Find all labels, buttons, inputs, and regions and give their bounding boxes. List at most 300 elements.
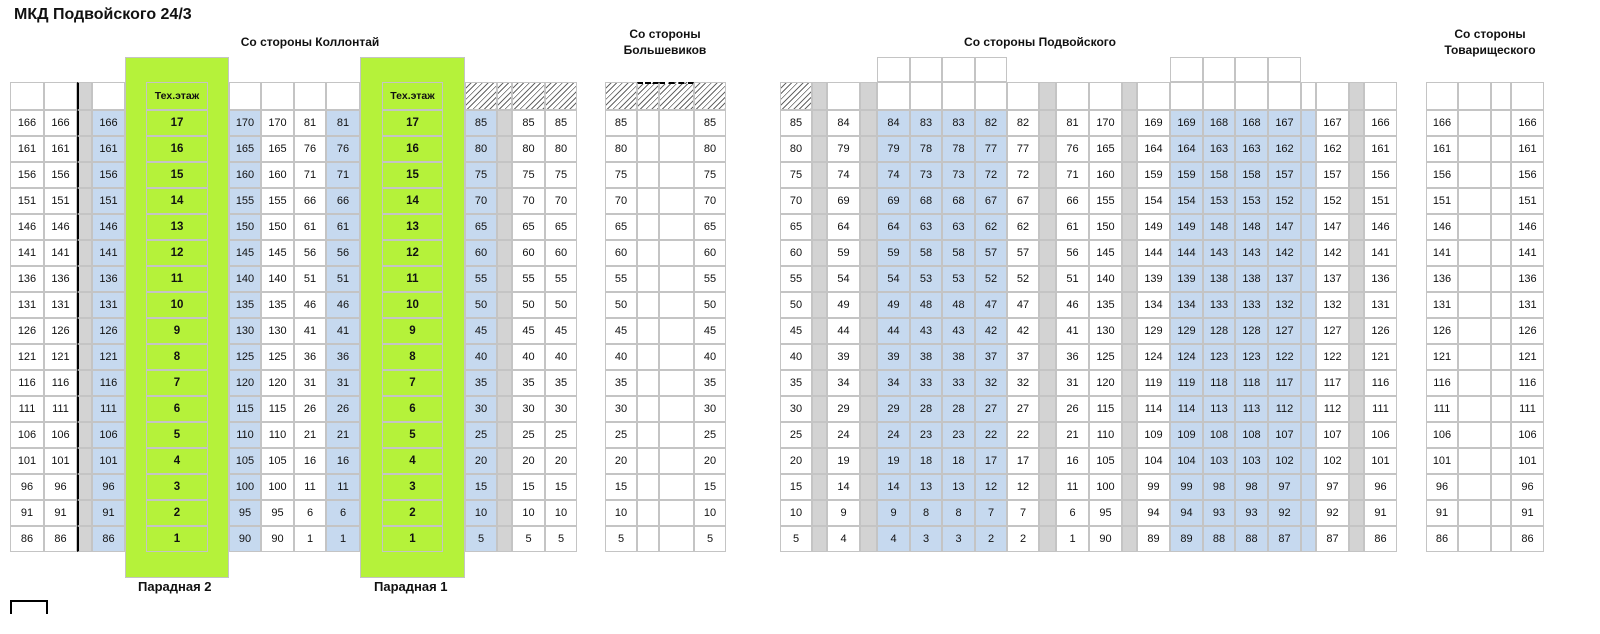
shaft-cell: [497, 422, 512, 448]
shaft-cell: [77, 474, 92, 500]
floor-number: 2: [382, 500, 443, 526]
apartment-cell: 29: [827, 396, 860, 422]
shaft-cell: [1349, 474, 1364, 500]
apartment-cell: 73: [942, 162, 975, 188]
apartment-cell: 132: [1316, 292, 1349, 318]
shaft-cell: [860, 500, 877, 526]
header-cell: [1007, 82, 1039, 110]
header-bolshevikov: [605, 26, 725, 58]
apartment-cell: 61: [326, 214, 360, 240]
apartment-cell: 40: [465, 344, 497, 370]
apartment-cell: 121: [92, 344, 125, 370]
shaft-cell: [77, 240, 92, 266]
apartment-cell: [1458, 500, 1491, 526]
apartment-cell: 5: [545, 526, 577, 552]
header-cell: [1235, 57, 1268, 82]
apartment-cell: 68: [942, 188, 975, 214]
shaft-cell: [497, 474, 512, 500]
header-cell: [860, 82, 877, 110]
apartment-cell: 145: [229, 240, 261, 266]
apartment-cell: 101: [44, 448, 77, 474]
apartment-cell: 159: [1170, 162, 1203, 188]
apartment-cell: 15: [780, 474, 812, 500]
shaft-cell: [1349, 500, 1364, 526]
shaft-cell: [1039, 266, 1056, 292]
apartment-cell: 170: [229, 110, 261, 136]
shaft-cell: [1349, 396, 1364, 422]
apartment-cell: 67: [1007, 188, 1039, 214]
apartment-cell: 35: [545, 370, 577, 396]
apartment-cell: 96: [1426, 474, 1458, 500]
apartment-cell: 111: [1364, 396, 1397, 422]
shaft-cell: [1039, 292, 1056, 318]
apartment-cell: 25: [465, 422, 497, 448]
apartment-cell: 32: [975, 370, 1007, 396]
apartment-cell: [1491, 162, 1511, 188]
apartment-cell: 122: [1268, 344, 1301, 370]
apartment-cell: 40: [780, 344, 812, 370]
apartment-cell: [1491, 474, 1511, 500]
apartment-cell: 106: [44, 422, 77, 448]
floor-number: 8: [382, 344, 443, 370]
shaft-cell: [1039, 214, 1056, 240]
shaft-cell: [1039, 240, 1056, 266]
apartment-cell: 130: [1089, 318, 1122, 344]
apartment-cell: [1458, 292, 1491, 318]
apartment-cell: 17: [1007, 448, 1039, 474]
apartment-cell: 1: [326, 526, 360, 552]
shaft-cell: [1122, 214, 1137, 240]
shaft-cell: [497, 110, 512, 136]
floor-number: 3: [146, 474, 208, 500]
floor-number: 12: [146, 240, 208, 266]
apartment-cell: 157: [1316, 162, 1349, 188]
apartment-cell: 136: [1511, 266, 1544, 292]
apartment-cell: 77: [1007, 136, 1039, 162]
shaft-cell: [497, 136, 512, 162]
apartment-cell: 155: [229, 188, 261, 214]
apartment-cell: 101: [92, 448, 125, 474]
header-tovarish-line2: Товарищеского: [1444, 43, 1536, 57]
apartment-cell: 14: [827, 474, 860, 500]
header-cell: [877, 82, 910, 110]
header-cell: [1089, 82, 1122, 110]
apartment-cell: 135: [1089, 292, 1122, 318]
apartment-cell: 8: [910, 500, 942, 526]
apartment-cell: 35: [465, 370, 497, 396]
apartment-cell: [1458, 422, 1491, 448]
apartment-cell: 146: [44, 214, 77, 240]
floor-number: 2: [146, 500, 208, 526]
apartment-cell: 137: [1268, 266, 1301, 292]
shaft-cell: [1122, 188, 1137, 214]
apartment-cell: 125: [1089, 344, 1122, 370]
apartment-cell: 158: [1203, 162, 1235, 188]
apartment-cell: 24: [827, 422, 860, 448]
apartment-cell: 26: [1056, 396, 1089, 422]
apartment-cell: 159: [1137, 162, 1170, 188]
shaft-cell: [77, 448, 92, 474]
apartment-cell: 150: [229, 214, 261, 240]
shaft-cell: [860, 188, 877, 214]
apartment-cell: 156: [1511, 162, 1544, 188]
apartment-cell: 116: [92, 370, 125, 396]
apartment-cell: 154: [1137, 188, 1170, 214]
apartment-cell: [659, 162, 694, 188]
apartment-cell: 146: [1426, 214, 1458, 240]
apartment-cell: 161: [44, 136, 77, 162]
floor-number: 14: [146, 188, 208, 214]
apartment-cell: [1458, 448, 1491, 474]
apartment-cell: 43: [942, 318, 975, 344]
shaft-cell: [497, 448, 512, 474]
apartment-cell: [637, 110, 659, 136]
apartment-cell: 101: [1364, 448, 1397, 474]
apartment-cell: 144: [1170, 240, 1203, 266]
shaft-cell: [812, 110, 827, 136]
apartment-cell: 133: [1203, 292, 1235, 318]
shaft-cell: [1122, 396, 1137, 422]
apartment-cell: [659, 136, 694, 162]
apartment-cell: 22: [975, 422, 1007, 448]
floor-number: 1: [146, 526, 208, 552]
apartment-cell: 102: [1268, 448, 1301, 474]
apartment-cell: 78: [910, 136, 942, 162]
apartment-cell: 25: [545, 422, 577, 448]
apartment-cell: 90: [1089, 526, 1122, 552]
shaft-cell: [1039, 110, 1056, 136]
apartment-cell: [1458, 136, 1491, 162]
apartment-cell: 141: [1511, 240, 1544, 266]
apartment-cell: 59: [827, 240, 860, 266]
apartment-cell: 60: [780, 240, 812, 266]
floor-number: 16: [382, 136, 443, 162]
apartment-cell: [1491, 448, 1511, 474]
apartment-cell: 167: [1316, 110, 1349, 136]
apartment-cell: 49: [877, 292, 910, 318]
apartment-cell: [637, 422, 659, 448]
apartment-cell: 36: [294, 344, 326, 370]
header-cell: [10, 82, 44, 110]
apartment-cell: 62: [975, 214, 1007, 240]
apartment-cell: 154: [1170, 188, 1203, 214]
header-tovarish-line1: Со стороны: [1454, 27, 1526, 41]
apartment-cell: 115: [229, 396, 261, 422]
apartment-cell: 95: [261, 500, 294, 526]
shaft-cell: [497, 500, 512, 526]
apartment-cell: 16: [294, 448, 326, 474]
apartment-cell: 92: [1316, 500, 1349, 526]
apartment-cell: 107: [1268, 422, 1301, 448]
apartment-cell: [659, 110, 694, 136]
shaft-cell: [1349, 240, 1364, 266]
shaft-cell: [1301, 500, 1316, 526]
apartment-cell: [1458, 396, 1491, 422]
apartment-cell: 150: [261, 214, 294, 240]
apartment-cell: 42: [1007, 318, 1039, 344]
apartment-cell: 135: [229, 292, 261, 318]
apartment-cell: [659, 188, 694, 214]
apartment-cell: 85: [694, 110, 726, 136]
shaft-cell: [812, 396, 827, 422]
apartment-cell: 146: [10, 214, 44, 240]
apartment-cell: 41: [1056, 318, 1089, 344]
header-cell: [1268, 82, 1301, 110]
shaft-cell: [860, 474, 877, 500]
apartment-cell: 71: [326, 162, 360, 188]
apartment-cell: 54: [827, 266, 860, 292]
apartment-cell: [637, 396, 659, 422]
apartment-cell: 67: [975, 188, 1007, 214]
apartment-cell: 169: [1137, 110, 1170, 136]
apartment-cell: 55: [545, 266, 577, 292]
header-cell: [1235, 82, 1268, 110]
header-cell: [910, 57, 942, 82]
shaft-cell: [1349, 422, 1364, 448]
apartment-cell: 70: [694, 188, 726, 214]
header-cell: [975, 82, 1007, 110]
apartment-cell: 129: [1170, 318, 1203, 344]
shaft-cell: [1122, 318, 1137, 344]
hatched-header-cell: [512, 82, 545, 110]
apartment-cell: 39: [877, 344, 910, 370]
header-cell: [877, 57, 910, 82]
apartment-cell: 91: [1364, 500, 1397, 526]
shaft-cell: [1039, 448, 1056, 474]
apartment-cell: 56: [1056, 240, 1089, 266]
apartment-cell: 41: [294, 318, 326, 344]
shaft-cell: [497, 188, 512, 214]
apartment-cell: [1491, 214, 1511, 240]
shaft-cell: [812, 448, 827, 474]
apartment-cell: 30: [694, 396, 726, 422]
shaft-cell: [1122, 448, 1137, 474]
apartment-cell: 151: [1426, 188, 1458, 214]
apartment-cell: 96: [1511, 474, 1544, 500]
apartment-cell: 91: [1426, 500, 1458, 526]
shaft-cell: [77, 110, 92, 136]
apartment-cell: 111: [1511, 396, 1544, 422]
apartment-cell: 117: [1316, 370, 1349, 396]
apartment-cell: 121: [10, 344, 44, 370]
shaft-cell: [1039, 500, 1056, 526]
apartment-cell: 52: [975, 266, 1007, 292]
apartment-cell: 80: [465, 136, 497, 162]
apartment-cell: 160: [261, 162, 294, 188]
apartment-cell: [637, 370, 659, 396]
apartment-cell: 111: [44, 396, 77, 422]
apartment-cell: 147: [1316, 214, 1349, 240]
apartment-cell: 15: [465, 474, 497, 500]
apartment-cell: 148: [1203, 214, 1235, 240]
header-cell: [1511, 82, 1544, 110]
floor-number: 10: [146, 292, 208, 318]
apartment-cell: 5: [512, 526, 545, 552]
apartment-cell: 82: [1007, 110, 1039, 136]
apartment-cell: 7: [975, 500, 1007, 526]
apartment-cell: [1491, 500, 1511, 526]
shaft-cell: [860, 110, 877, 136]
apartment-cell: 74: [827, 162, 860, 188]
apartment-cell: 166: [1426, 110, 1458, 136]
apartment-cell: 55: [780, 266, 812, 292]
apartment-cell: 6: [326, 500, 360, 526]
apartment-cell: 93: [1203, 500, 1235, 526]
apartment-cell: 20: [512, 448, 545, 474]
shaft-cell: [1349, 526, 1364, 552]
apartment-cell: 15: [694, 474, 726, 500]
apartment-cell: 47: [1007, 292, 1039, 318]
header-cell: [1364, 82, 1397, 110]
apartment-cell: 128: [1203, 318, 1235, 344]
apartment-cell: 110: [229, 422, 261, 448]
apartment-cell: 21: [326, 422, 360, 448]
apartment-cell: 111: [10, 396, 44, 422]
apartment-cell: 96: [10, 474, 44, 500]
apartment-cell: [1458, 370, 1491, 396]
tech-floor-label: Тех.этаж: [146, 82, 208, 110]
shaft-cell: [1301, 474, 1316, 500]
shaft-cell: [860, 318, 877, 344]
apartment-cell: [1491, 292, 1511, 318]
apartment-cell: 2: [1007, 526, 1039, 552]
shaft-cell: [1349, 110, 1364, 136]
apartment-cell: 58: [910, 240, 942, 266]
shaft-cell: [1122, 136, 1137, 162]
apartment-cell: 161: [92, 136, 125, 162]
header-cell: [1316, 82, 1349, 110]
apartment-cell: [659, 500, 694, 526]
apartment-cell: 164: [1170, 136, 1203, 162]
header-cell: [812, 82, 827, 110]
apartment-cell: 38: [942, 344, 975, 370]
header-cell: [1056, 82, 1089, 110]
apartment-cell: 24: [877, 422, 910, 448]
apartment-cell: 150: [1089, 214, 1122, 240]
apartment-cell: 57: [975, 240, 1007, 266]
apartment-cell: 151: [1364, 188, 1397, 214]
apartment-cell: [1458, 266, 1491, 292]
apartment-cell: 60: [605, 240, 637, 266]
apartment-cell: 135: [261, 292, 294, 318]
apartment-cell: 6: [1056, 500, 1089, 526]
hatched-header-cell: [637, 82, 659, 110]
entrance-label-1: Парадная 1: [374, 579, 448, 594]
apartment-cell: 55: [465, 266, 497, 292]
apartment-cell: 64: [877, 214, 910, 240]
apartment-cell: 49: [827, 292, 860, 318]
apartment-cell: 70: [605, 188, 637, 214]
shaft-cell: [812, 422, 827, 448]
apartment-cell: 170: [1089, 110, 1122, 136]
apartment-cell: [659, 240, 694, 266]
apartment-cell: 32: [1007, 370, 1039, 396]
apartment-cell: 40: [694, 344, 726, 370]
apartment-cell: 45: [780, 318, 812, 344]
apartment-cell: 38: [910, 344, 942, 370]
shaft-cell: [1301, 422, 1316, 448]
shaft-cell: [812, 292, 827, 318]
apartment-cell: 16: [1056, 448, 1089, 474]
apartment-cell: 53: [942, 266, 975, 292]
shaft-cell: [812, 214, 827, 240]
apartment-cell: 61: [1056, 214, 1089, 240]
shaft-cell: [1122, 162, 1137, 188]
apartment-cell: 106: [92, 422, 125, 448]
shaft-cell: [1301, 526, 1316, 552]
apartment-cell: 48: [942, 292, 975, 318]
apartment-cell: 78: [942, 136, 975, 162]
apartment-cell: 146: [1364, 214, 1397, 240]
shaft-cell: [497, 292, 512, 318]
apartment-cell: 116: [44, 370, 77, 396]
apartment-cell: 139: [1170, 266, 1203, 292]
apartment-cell: 160: [229, 162, 261, 188]
apartment-cell: 30: [545, 396, 577, 422]
apartment-cell: 166: [44, 110, 77, 136]
apartment-cell: 102: [1316, 448, 1349, 474]
apartment-cell: 90: [261, 526, 294, 552]
apartment-cell: 75: [780, 162, 812, 188]
floor-number: 4: [146, 448, 208, 474]
apartment-cell: 106: [10, 422, 44, 448]
header-cell: [942, 57, 975, 82]
apartment-cell: 123: [1203, 344, 1235, 370]
apartment-cell: 130: [261, 318, 294, 344]
shaft-cell: [1122, 266, 1137, 292]
shaft-cell: [860, 396, 877, 422]
apartment-cell: 55: [694, 266, 726, 292]
apartment-cell: 131: [1364, 292, 1397, 318]
apartment-cell: 97: [1316, 474, 1349, 500]
apartment-cell: 152: [1316, 188, 1349, 214]
apartment-cell: 138: [1235, 266, 1268, 292]
shaft-cell: [77, 526, 92, 552]
apartment-cell: 151: [92, 188, 125, 214]
apartment-cell: 86: [10, 526, 44, 552]
apartment-cell: 143: [1235, 240, 1268, 266]
shaft-cell: [1301, 292, 1316, 318]
hatched-header-cell: [659, 82, 694, 110]
apartment-cell: [1458, 318, 1491, 344]
apartment-cell: 110: [1089, 422, 1122, 448]
apartment-cell: 10: [605, 500, 637, 526]
apartment-cell: 141: [10, 240, 44, 266]
apartment-cell: 45: [694, 318, 726, 344]
apartment-cell: [637, 136, 659, 162]
apartment-cell: 140: [261, 266, 294, 292]
apartment-cell: 83: [942, 110, 975, 136]
header-cell: [1203, 57, 1235, 82]
apartment-cell: 20: [465, 448, 497, 474]
shaft-cell: [1349, 188, 1364, 214]
apartment-cell: 162: [1268, 136, 1301, 162]
shaft-cell: [1301, 370, 1316, 396]
apartment-cell: 57: [1007, 240, 1039, 266]
apartment-cell: 98: [1235, 474, 1268, 500]
header-cell: [1426, 82, 1458, 110]
apartment-cell: 137: [1316, 266, 1349, 292]
shaft-cell: [1301, 344, 1316, 370]
apartment-cell: [1491, 422, 1511, 448]
apartment-cell: 70: [512, 188, 545, 214]
shaft-cell: [812, 500, 827, 526]
apartment-cell: 75: [512, 162, 545, 188]
apartment-cell: 63: [942, 214, 975, 240]
apartment-cell: 61: [294, 214, 326, 240]
shaft-cell: [1349, 214, 1364, 240]
apartment-cell: 30: [465, 396, 497, 422]
